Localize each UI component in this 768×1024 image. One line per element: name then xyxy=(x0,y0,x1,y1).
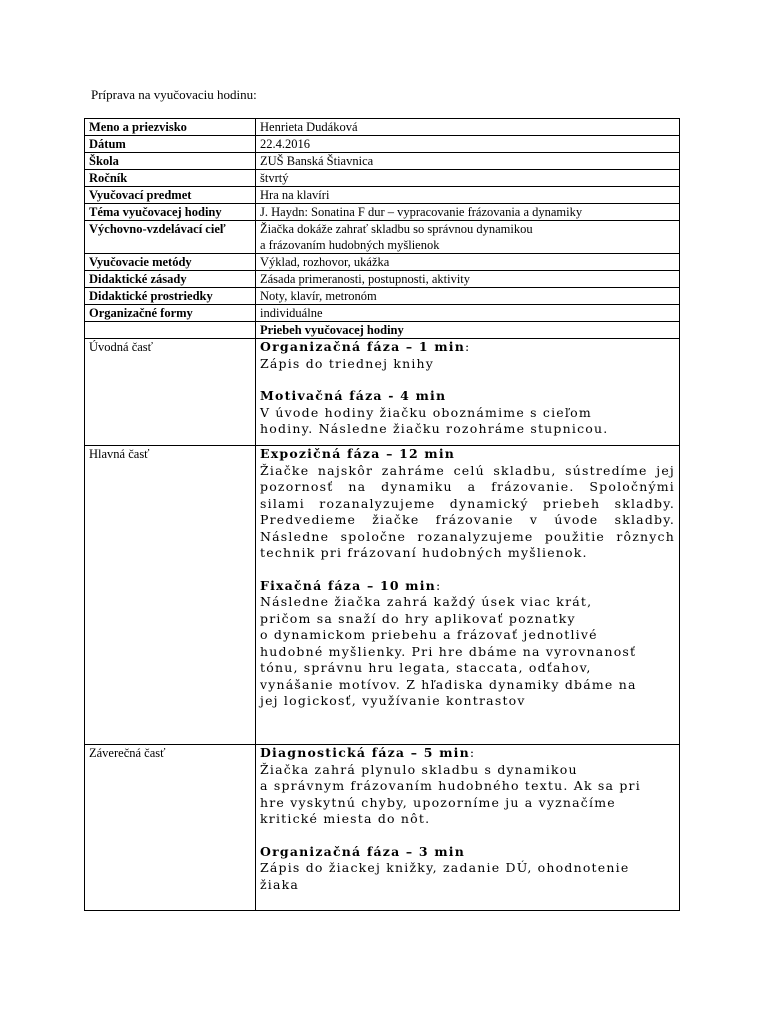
row-label: Škola xyxy=(85,153,256,170)
section-row-uvod xyxy=(85,339,680,446)
row-label: Vyučovacie metódy xyxy=(85,254,256,271)
row-label: Didaktické zásady xyxy=(85,271,256,288)
table-row xyxy=(85,221,680,254)
phase-text: Následne žiačka zahrá každý úsek viac krát, xyxy=(260,594,593,609)
phase-text: o dynamickom priebehu a frázovať jednotlivé xyxy=(260,627,598,642)
document-heading: Príprava na vyučovaciu hodinu: xyxy=(91,87,257,102)
phase-title: Organizačná fáza – 1 min xyxy=(260,339,466,354)
table-row xyxy=(85,170,680,187)
row-value: Noty, klavír, metronóm xyxy=(256,288,680,305)
row-value-line: Žiačka dokáže zahrať skladbu so správnou dynamikou xyxy=(260,222,533,236)
row-label: Didaktické prostriedky xyxy=(85,288,256,305)
section-content xyxy=(256,339,680,446)
row-label: Výchovno-vzdelávací cieľ xyxy=(85,221,256,254)
table-row xyxy=(85,153,680,170)
row-label: Téma vyučovacej hodiny xyxy=(85,204,256,221)
phase-text: hre vyskytnú chyby, upozorníme ju a vyznačíme xyxy=(260,794,616,810)
progress-title: Priebeh vyučovacej hodiny xyxy=(256,322,680,339)
phase-title: Expozičná fáza – 12 min xyxy=(260,446,456,461)
row-value: J. Haydn: Sonatina F dur – vypracovanie frázovania a dynamiky xyxy=(256,204,680,221)
table-row xyxy=(85,322,680,339)
row-value: štvrtý xyxy=(256,170,680,187)
phase-text: a správnym frázovaním hudobného textu. Ak sa pri xyxy=(260,778,641,793)
phase-text: Žiačke najskôr zahráme celú skladbu, sústredíme jej pozornosť na dynamiku a frázovanie. Spoločnými silami rozanalyzujeme dynamický priebeh skladby. Predvedieme žiačke frázovanie v úvode skladby. Následne spoločne rozanalyzujeme použitie rôznych technik pri frázovaní hudobných myšlienok. xyxy=(260,462,675,560)
phase-title: Fixačná fáza – 10 min xyxy=(260,577,436,593)
phase-text: tónu, správnu hru legata, staccata, odťahov, xyxy=(260,660,592,675)
empty-cell xyxy=(85,322,256,339)
section-content xyxy=(256,745,680,911)
row-value: ZUŠ Banská Štiavnica xyxy=(256,153,680,170)
table-row xyxy=(85,305,680,322)
phase-text: vynášanie motívov. Z hľadiska dynamiky dbáme na xyxy=(260,676,637,692)
section-row-hlavna xyxy=(85,446,680,745)
phase-text: hudobné myšlienky. Pri hre dbáme na vyrovnanosť xyxy=(260,643,637,659)
row-label: Ročník xyxy=(85,170,256,187)
section-content xyxy=(256,446,680,745)
row-label: Meno a priezvisko xyxy=(85,119,256,136)
row-value xyxy=(256,221,680,254)
row-value-line: a frázovaním hudobných myšlienok xyxy=(260,238,440,252)
phase-colon: : xyxy=(435,577,442,593)
phase-text: Žiačka zahrá plynulo skladbu s dynamikou xyxy=(260,761,578,777)
phase-text: žiaka xyxy=(260,876,300,892)
phase-text: V úvode hodiny žiačku oboznámime s cieľom xyxy=(260,404,592,420)
table-row xyxy=(85,271,680,288)
section-row-zaver xyxy=(85,745,680,911)
section-label: Záverečná časť xyxy=(85,745,256,911)
table-row xyxy=(85,254,680,271)
phase-colon: : xyxy=(469,745,476,760)
row-label: Dátum xyxy=(85,136,256,153)
table-row xyxy=(85,187,680,204)
phase-text: hodiny. Následne žiačku rozohráme stupnicou. xyxy=(260,421,609,436)
phase-text: jej logickosť, využívanie kontrastov xyxy=(260,693,526,708)
phase-title: Diagnostická fáza – 5 min xyxy=(260,745,470,760)
row-value: Henrieta Dudáková xyxy=(256,119,680,136)
row-value: individuálne xyxy=(256,305,680,322)
table-row xyxy=(85,204,680,221)
phase-text: pričom sa snaží do hry aplikovať poznatky xyxy=(260,610,576,626)
table-row xyxy=(85,136,680,153)
row-value: Výklad, rozhovor, ukážka xyxy=(256,254,680,271)
section-label: Hlavná časť xyxy=(85,446,256,745)
section-label: Úvodná časť xyxy=(85,339,256,446)
phase-colon: : xyxy=(465,339,471,354)
row-label: Organizačné formy xyxy=(85,305,256,322)
phase-title: Organizačná fáza – 3 min xyxy=(260,843,466,859)
row-label: Vyučovací predmet xyxy=(85,187,256,204)
phase-text: Zápis do triednej knihy xyxy=(260,355,435,371)
lesson-plan-table xyxy=(84,118,680,911)
table-row xyxy=(85,119,680,136)
row-value: Zásada primeranosti, postupnosti, aktivity xyxy=(256,271,680,288)
phase-text: kritické miesta do nôt. xyxy=(260,811,431,826)
row-value: 22.4.2016 xyxy=(256,136,680,153)
phase-text: Zápis do žiackej knižky, zadanie DÚ, ohodnotenie xyxy=(260,860,630,875)
table-row xyxy=(85,288,680,305)
phase-title: Motivačná fáza - 4 min xyxy=(260,388,447,403)
row-value: Hra na klavíri xyxy=(256,187,680,204)
